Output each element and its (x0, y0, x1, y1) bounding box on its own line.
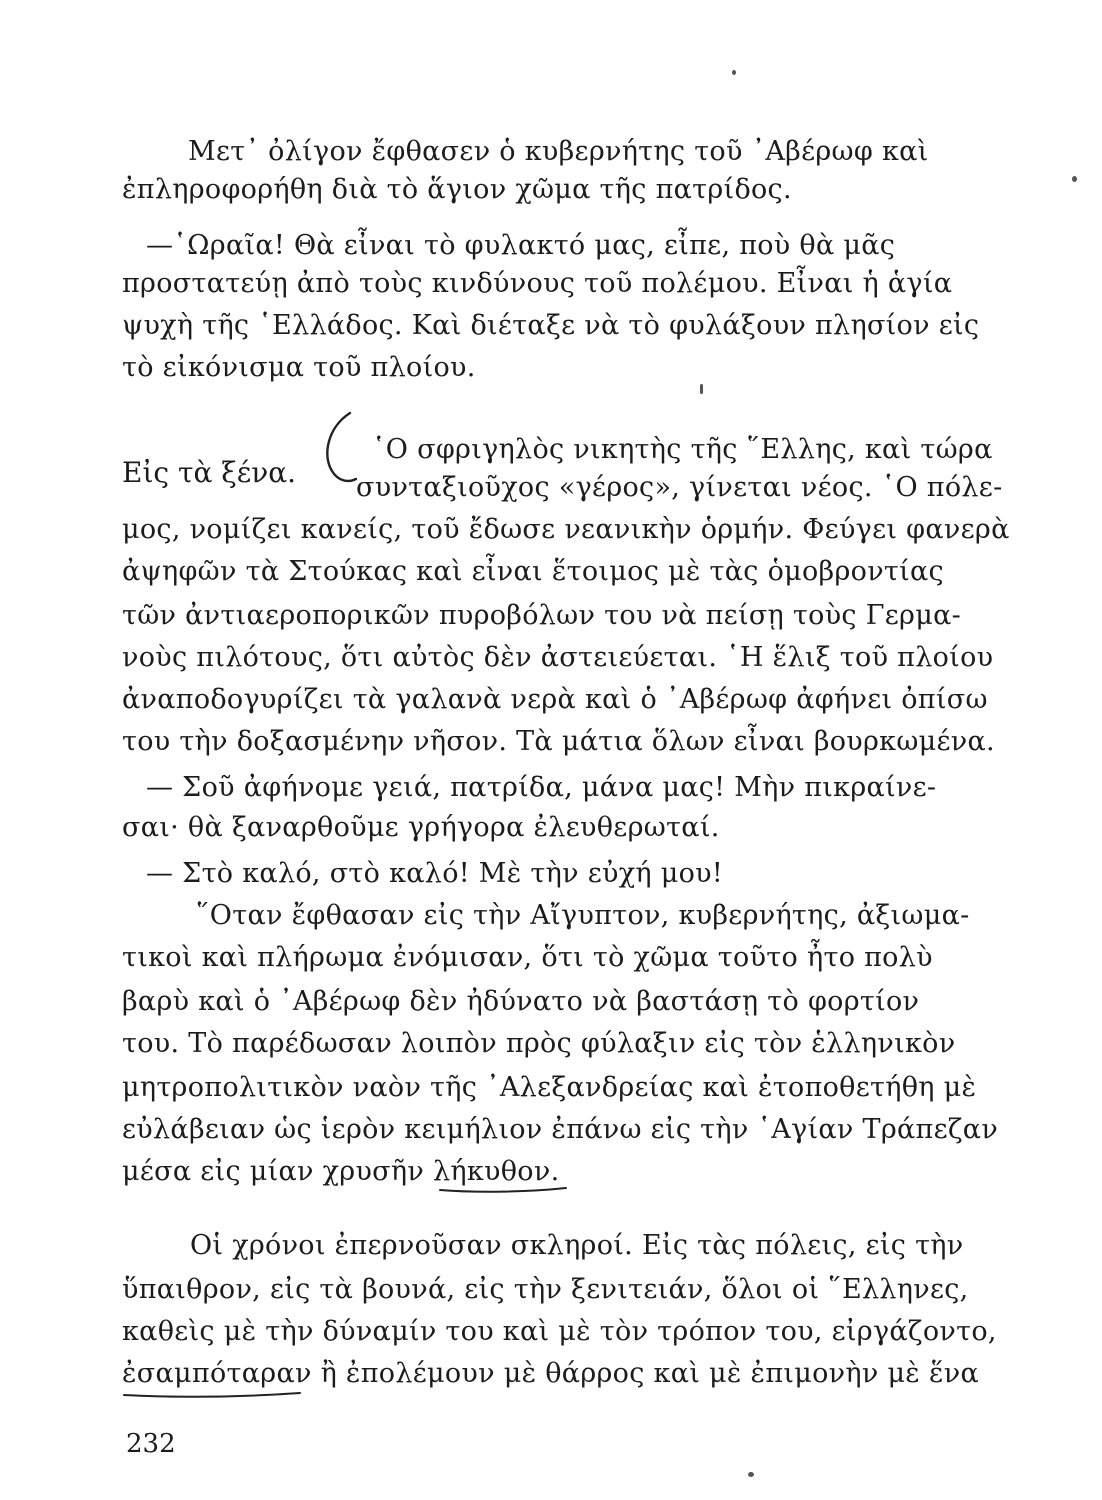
text-line (122, 554, 990, 590)
line-text: — Σοῦ ἀφήνομε γειά, πατρίδα, μάνα μας! Μὴν πικραίνε- (146, 772, 937, 803)
line-text: ἐπληροφορήθη διὰ τὸ ἅγιον χῶμα τῆς πατρίδος. (122, 174, 792, 205)
line-text: καθεὶς μὲ τὴν δύναμίν του καὶ μὲ τὸν τρόπον του, εἰργάζοντο, (122, 1316, 997, 1347)
text-line (122, 724, 995, 760)
ink-speck (748, 1472, 754, 1477)
text-line (146, 228, 990, 264)
text-line (122, 1272, 990, 1308)
line-text: ὕπαιθρον, εἰς τὰ βουνά, εἰς τὴν ξενιτειάν, ὅλοι οἱ ῞Ελληνες, (122, 1274, 969, 1305)
line-text: μητροπολιτικὸν ναὸν τῆς ᾽Αλεξανδρείας καὶ ἐτοποθετήθη μὲ (122, 1072, 977, 1103)
text-line (122, 1154, 990, 1190)
text-line (122, 810, 990, 846)
line-text: μέσα εἰς μίαν χρυσῆν λήκυθον. (122, 1156, 560, 1187)
handwritten-underline-icon (438, 1186, 568, 1196)
text-line (122, 1070, 990, 1106)
text-line (122, 512, 1010, 548)
handwritten-underline-icon (122, 1390, 302, 1400)
line-text: σαι· θὰ ξαναρθοῦμε γρήγορα ἐλευθερωταί. (122, 812, 720, 843)
ink-speck (732, 70, 736, 75)
text-line (122, 1026, 990, 1062)
text-line (122, 1112, 999, 1148)
line-text: ἀψηφῶν τὰ Στούκας καὶ εἶναι ἕτοιμος μὲ τὰς ὁμοβροντίας (122, 556, 944, 587)
line-text: ψυχὴ τῆς ῾Ελλάδος. Καὶ διέταξε νὰ τὸ φυλάξουν πλησίον εἰς (122, 310, 980, 341)
line-text: Οἱ χρόνοι ἐπερνοῦσαν σκληροί. Εἰς τὰς πόλεις, εἰς τὴν (190, 1230, 964, 1261)
text-line (146, 856, 990, 892)
text-line (122, 640, 994, 676)
text-line (122, 682, 990, 718)
text-line (122, 350, 990, 386)
line-text: του. Τὸ παρέδωσαν λοιπὸν πρὸς φύλαξιν εἰς τὸν ἑλληνικὸν (122, 1028, 956, 1059)
line-text: μος, νομίζει κανείς, τοῦ ἔδωσε νεανικὴν ὁρμήν. Φεύγει φανερὰ (122, 514, 1010, 545)
line-text: εὐλάβειαν ὡς ἱερὸν κειμήλιον ἐπάνω εἰς τὴν ῾Αγίαν Τράπεζαν (122, 1114, 999, 1145)
text-line (196, 898, 990, 934)
line-text: νοὺς πιλότους, ὅτι αὐτὸς δὲν ἀστειεύεται. ῾Η ἕλιξ τοῦ πλοίου (122, 642, 994, 673)
margin-heading: Εἰς τὰ ξένα. (122, 456, 297, 489)
text-line (122, 598, 990, 634)
line-text: τῶν ἀντιαεροπορικῶν πυροβόλων του νὰ πείσῃ τοὺς Γερμα- (122, 600, 962, 631)
line-text: τικοὶ καὶ πλήρωμα ἐνόμισαν, ὅτι τὸ χῶμα τοῦτο ἦτο πολὺ (122, 942, 933, 973)
page-number: 232 (126, 1429, 176, 1459)
line-text: — Στὸ καλό, στὸ καλό! Μὲ τὴν εὐχή μου! (146, 858, 724, 889)
ink-speck (1072, 176, 1077, 182)
line-text: ἀναποδογυρίζει τὰ γαλανὰ νερὰ καὶ ὁ ᾽Αβέρωφ ἀφήνει ὀπίσω (122, 684, 988, 715)
text-line (356, 470, 1003, 506)
text-line (122, 172, 990, 208)
text-line (122, 1356, 990, 1392)
text-line (122, 266, 990, 302)
ink-speck (700, 384, 703, 394)
text-line (190, 1228, 990, 1264)
line-text: Μετ᾽ ὀλίγον ἔφθασεν ὁ κυβερνήτης τοῦ ᾽Αβέρωφ καὶ (188, 136, 929, 167)
line-text: τὸ εἰκόνισμα τοῦ πλοίου. (122, 352, 476, 383)
line-text: προστατεύῃ ἀπὸ τοὺς κινδύνους τοῦ πολέμου. Εἶναι ἡ ἁγία (122, 268, 953, 299)
text-line (122, 940, 990, 976)
line-text: συνταξιοῦχος «γέρος», γίνεται νέος. ῾Ο πόλε- (356, 472, 1003, 503)
text-line (122, 308, 990, 344)
text-line (122, 1314, 997, 1350)
line-text: ῾Ο σφριγηλὸς νικητὴς τῆς ῞Ελλης, καὶ τώρα (372, 434, 993, 465)
line-text: ἐσαμπόταραν ἢ ἐπολέμουν μὲ θάρρος καὶ μὲ ἐπιμονὴν μὲ ἕνα (122, 1358, 980, 1389)
text-line (146, 770, 990, 806)
line-text: ῞Οταν ἔφθασαν εἰς τὴν Αἴγυπτον, κυβερνήτης, ἀξιωμα- (196, 900, 970, 931)
line-text: —῾Ωραῖα! Θὰ εἶναι τὸ φυλακτό μας, εἶπε, ποὺ θὰ μᾶς (146, 230, 896, 261)
text-line (122, 984, 990, 1020)
line-text: του τὴν δοξασμένην νῆσον. Τὰ μάτια ὅλων εἶναι βουρκωμένα. (122, 726, 995, 757)
text-line (372, 432, 993, 468)
text-line (188, 134, 990, 170)
line-text: βαρὺ καὶ ὁ ᾽Αβέρωφ δὲν ἠδύνατο νὰ βαστάσῃ τὸ φορτίον (122, 986, 920, 1017)
